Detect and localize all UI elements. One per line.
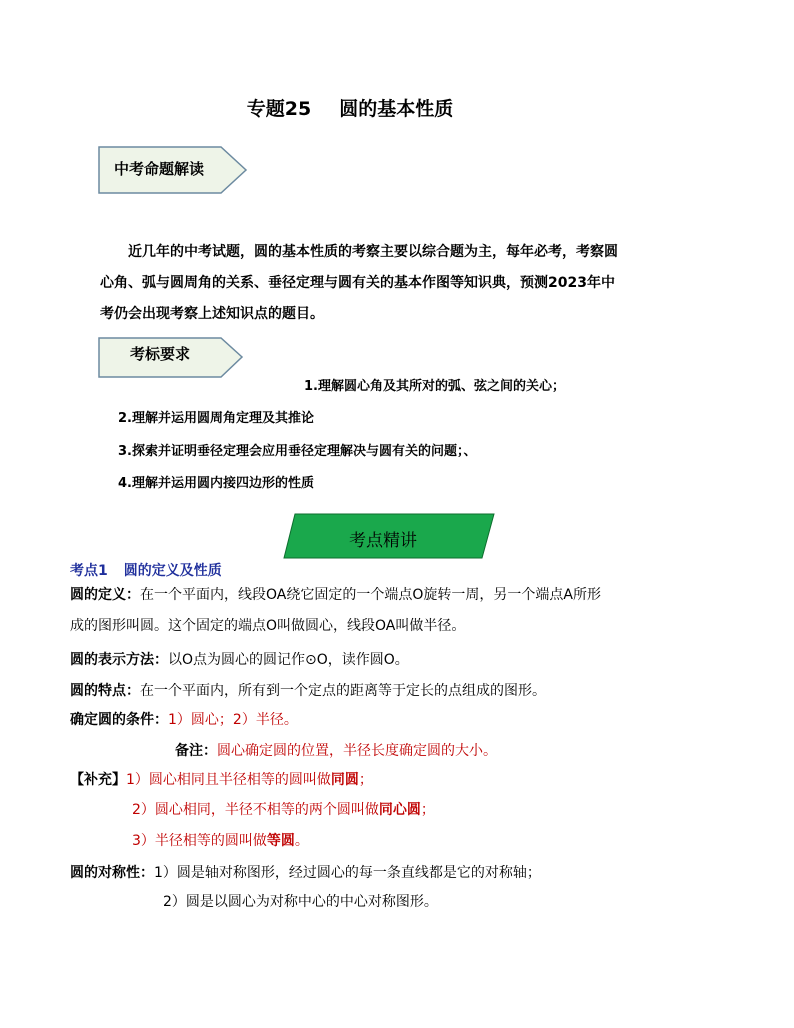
supplement-item-3 — [132, 830, 309, 850]
feature-line — [70, 680, 546, 700]
kaodian-label: 考点1 — [70, 563, 108, 579]
supplement-item-1-term: 同圆 — [330, 772, 359, 788]
supplement-item-1-end: ； — [358, 772, 373, 788]
banner-key-points-label: 考点精讲 — [349, 531, 417, 551]
condition-line — [70, 709, 298, 729]
definition-label: 圆的定义： — [70, 587, 140, 603]
supplement-item-3-term: 等圆 — [266, 833, 295, 849]
requirement-2: 2.理解并运用圆周角定理及其推论 — [118, 411, 314, 426]
representation-label: 圆的表示方法： — [70, 652, 168, 668]
note-label: 备注： — [175, 743, 217, 759]
definition-text-1: 在一个平面内，线段OA绕它固定的一个端点O旋转一周，另一个端点A所形 — [140, 587, 601, 603]
condition-text: 1）圆心；2）半径。 — [168, 712, 298, 728]
representation-text: 以O点为圆心的圆记作⊙O，读作圆O。 — [168, 652, 409, 668]
symmetry-label: 圆的对称性： — [70, 865, 154, 881]
banner-standard-requirements-label: 考标要求 — [130, 345, 191, 363]
intro-line-1: 近几年的中考试题，圆的基本性质的考察主要以综合题为主，每年必考，考察圆 — [128, 244, 618, 260]
symmetry-line-2: 2）圆是以圆心为对称中心的中心对称图形。 — [163, 894, 438, 910]
supplement-label: 【补充】 — [70, 772, 126, 788]
supplement-item-2 — [132, 799, 435, 819]
representation-line — [70, 649, 409, 669]
feature-text: 在一个平面内，所有到一个定点的距离等于定长的点组成的图形。 — [140, 683, 546, 699]
definition-line-2: 成的图形叫圆。这个固定的端点O叫做圆心，线段OA叫做半径。 — [70, 618, 466, 634]
supplement-item-3-end: 。 — [294, 833, 309, 849]
feature-label: 圆的特点： — [70, 683, 140, 699]
symmetry-line-1 — [70, 862, 541, 882]
kaodian-heading — [70, 560, 222, 580]
note-text: 圆心确定圆的位置，半径长度确定圆的大小。 — [217, 743, 497, 759]
supplement-item-1-text: 1）圆心相同且半径相等的圆叫做 — [126, 772, 331, 788]
kaodian-title: 圆的定义及性质 — [123, 563, 222, 579]
condition-label: 确定圆的条件： — [70, 712, 168, 728]
banner-key-points — [283, 513, 495, 559]
banner-standard-requirements — [98, 337, 244, 378]
title-prefix: 专题25 — [246, 98, 312, 120]
supplement-item-1 — [70, 769, 373, 789]
definition-line-1 — [70, 584, 601, 604]
supplement-item-2-text: 2）圆心相同，半径不相等的两个圆叫做 — [132, 802, 379, 818]
requirement-4: 4.理解并运用圆内接四边形的性质 — [118, 476, 314, 491]
intro-line-2: 心角、弧与圆周角的关系、垂径定理与圆有关的基本作图等知识典，预测2023年中 — [100, 275, 615, 291]
intro-line-3: 考仍会出现考察上述知识点的题目。 — [100, 306, 324, 322]
page-title — [0, 94, 700, 121]
requirement-3: 3.探索并证明垂径定理会应用垂径定理解决与圆有关的问题；、 — [118, 444, 477, 459]
supplement-item-3-text: 3）半径相等的圆叫做 — [132, 833, 267, 849]
symmetry-text-1: 1）圆是轴对称图形，经过圆心的每一条直线都是它的对称轴； — [154, 865, 541, 881]
note-line — [175, 740, 497, 760]
banner-exam-interpretation — [98, 146, 248, 194]
requirement-1: 1.理解圆心角及其所对的弧、弦之间的关心； — [304, 379, 565, 394]
supplement-item-2-term: 同心圆 — [378, 802, 421, 818]
banner-exam-interpretation-label: 中考命题解读 — [114, 160, 205, 178]
supplement-item-2-end: ； — [420, 802, 435, 818]
title-main: 圆的基本性质 — [339, 98, 454, 120]
